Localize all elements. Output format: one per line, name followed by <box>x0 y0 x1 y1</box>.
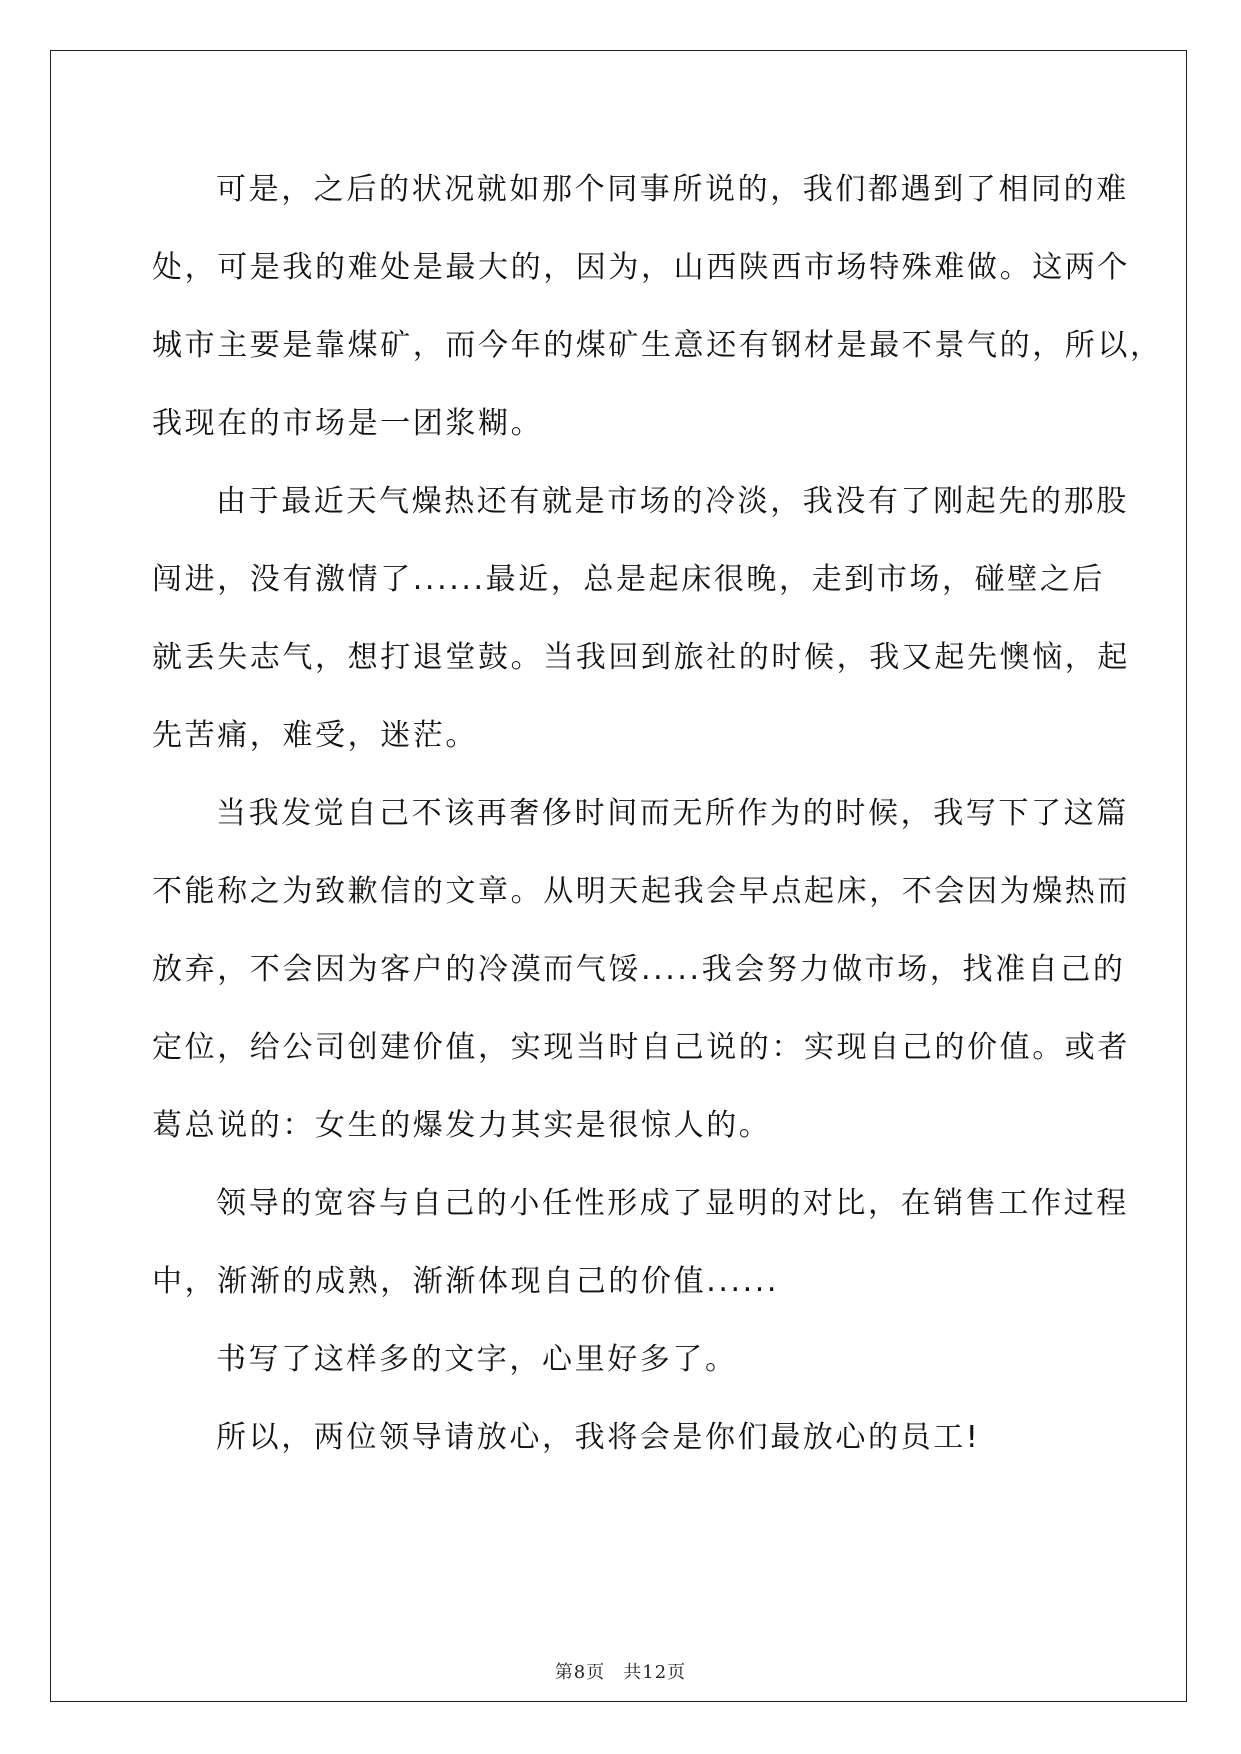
text-line: 可是，之后的状况就如那个同事所说的，我们都遇到了相同的难 <box>216 172 1129 207</box>
text-line: 城市主要是靠煤矿，而今年的煤矿生意还有钢材是最不景气的，所以， <box>152 328 1163 363</box>
document-body <box>152 160 1163 1486</box>
text-line: 我现在的市场是一团浆糊。 <box>152 406 544 441</box>
text-line: 放弃，不会因为客户的冷漠而气馁.....我会努力做市场，找准自己的 <box>152 952 1126 987</box>
text-line: 闯进，没有激情了......最近，总是起床很晚，走到市场，碰壁之后 <box>152 562 1106 597</box>
text-line: 不能称之为致歉信的文章。从明天起我会早点起床，不会因为燥热而 <box>152 874 1130 909</box>
text-line: 由于最近天气燥热还有就是市场的冷淡，我没有了刚起先的那股 <box>216 484 1129 519</box>
text-line: 所以，两位领导请放心，我将会是你们最放心的员工! <box>216 1420 981 1455</box>
text-line: 先苦痛，难受，迷茫。 <box>152 718 478 753</box>
text-line: 处，可是我的难处是最大的，因为，山西陕西市场特殊难做。这两个 <box>152 250 1130 285</box>
text-line: 领导的宽容与自己的小任性形成了显明的对比，在销售工作过程 <box>216 1186 1129 1221</box>
text-line: 定位，给公司创建价值，实现当时自己说的：实现自己的价值。或者 <box>152 1030 1130 1065</box>
page-footer <box>0 1658 1241 1684</box>
page-number: 第8页 <box>554 1662 606 1683</box>
text-line: 葛总说的：女生的爆发力其实是很惊人的。 <box>152 1108 772 1143</box>
text-line: 就丢失志气，想打退堂鼓。当我回到旅社的时候，我又起先懊恼，起 <box>152 640 1130 675</box>
text-line: 书写了这样多的文字，心里好多了。 <box>216 1342 738 1377</box>
page-total: 共12页 <box>623 1662 687 1683</box>
text-line: 当我发觉自己不该再奢侈时间而无所作为的时候，我写下了这篇 <box>216 796 1129 831</box>
text-line: 中，渐渐的成熟，渐渐体现自己的价值...... <box>152 1264 780 1299</box>
